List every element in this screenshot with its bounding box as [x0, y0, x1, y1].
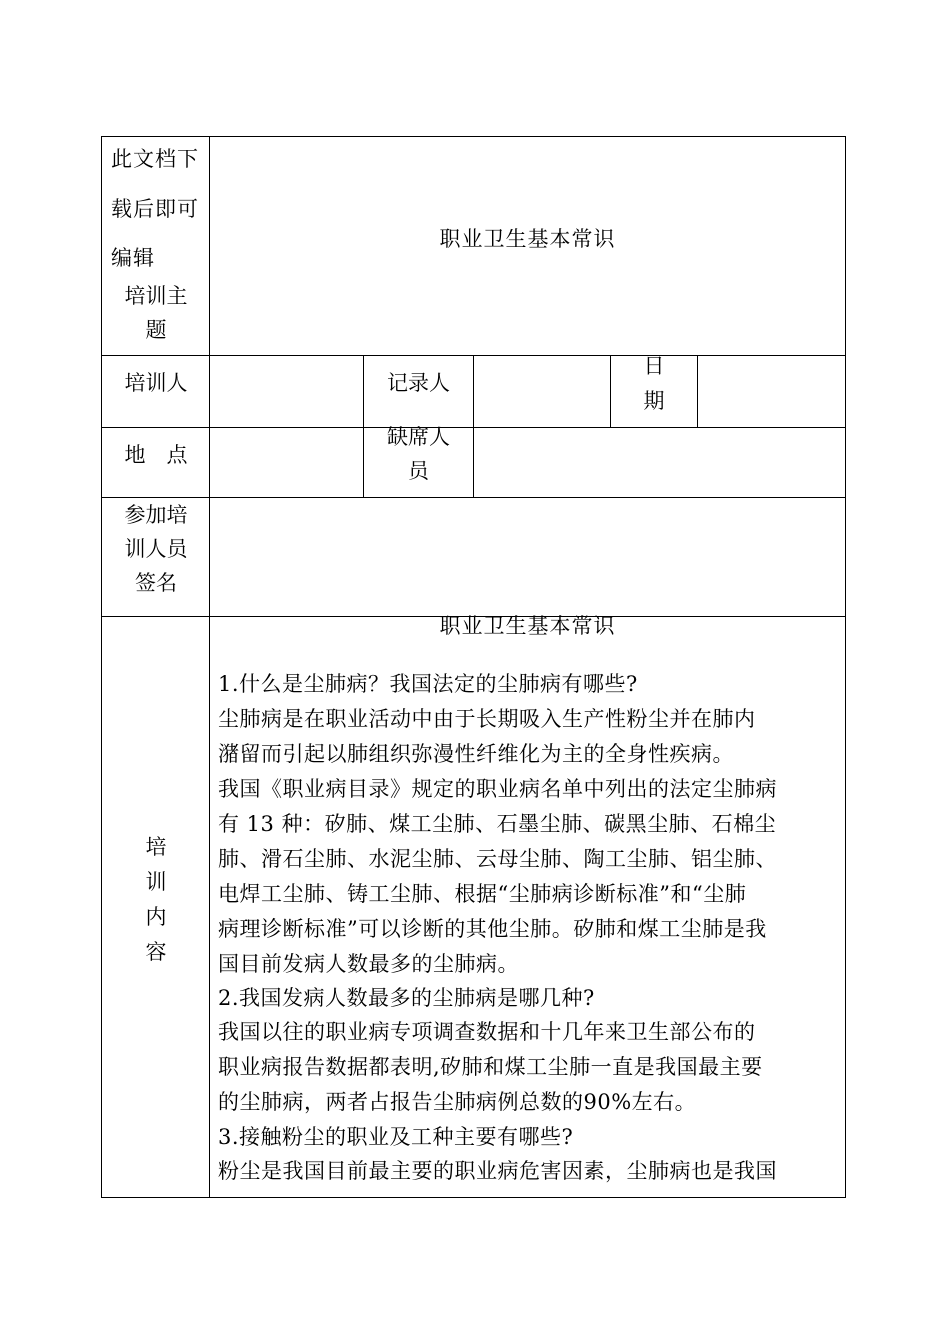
content-line-12: 职业病报告数据都表明,矽肺和煤工尘肺一直是我国最主要 — [218, 1055, 763, 1079]
watermark-line-3: 编辑 — [111, 246, 155, 270]
date-label-line-1: 日 — [643, 354, 665, 378]
content-title: 职业卫生基本常识 — [439, 614, 616, 638]
date-label-line-2: 期 — [643, 389, 665, 413]
watermark-line-1: 此文档下 — [111, 147, 199, 171]
signature-label-line-1: 参加培 — [124, 503, 188, 527]
topic-label-line-2: 题 — [145, 318, 167, 342]
signature-label-line-2: 训人员 — [124, 537, 188, 561]
trainer-label: 培训人 — [124, 371, 188, 395]
content-line-15: 粉尘是我国目前最主要的职业病危害因素，尘肺病也是我国 — [218, 1159, 777, 1183]
absent-label-line-1: 缺席人 — [387, 425, 450, 449]
table-rule-col-date-value — [697, 355, 698, 428]
table-border-bottom — [101, 1197, 846, 1198]
content-label-line-2: 训 — [145, 870, 167, 894]
content-line-7: 电焊工尘肺、铸工尘肺、根据“尘肺病诊断标准”和“尘肺 — [218, 882, 747, 906]
content-label-line-4: 容 — [145, 940, 167, 964]
content-line-8: 病理诊断标准”可以诊断的其他尘肺。矽肺和煤工尘肺是我 — [218, 917, 767, 941]
content-line-10: 2.我国发病人数最多的尘肺病是哪几种? — [218, 986, 595, 1010]
recorder-label: 记录人 — [387, 371, 450, 395]
table-rule-col-recorder-value — [473, 355, 474, 498]
content-line-4: 我国《职业病目录》规定的职业病名单中列出的法定尘肺病 — [218, 777, 777, 801]
content-line-14: 3.接触粉尘的职业及工种主要有哪些? — [218, 1125, 574, 1149]
content-label-line-3: 内 — [145, 905, 167, 929]
table-border-top — [101, 136, 846, 137]
content-line-1: 1.什么是尘肺病？我国法定的尘肺病有哪些? — [218, 672, 638, 696]
table-border-right — [845, 136, 846, 1198]
content-line-6: 肺、滑石尘肺、水泥尘肺、云母尘肺、陶工尘肺、铝尘肺、 — [218, 847, 777, 871]
topic-label-line-1: 培训主 — [124, 284, 188, 308]
watermark-line-2: 载后即可 — [111, 197, 199, 221]
content-line-13: 的尘肺病，两者占报告尘肺病例总数的90%左右。 — [218, 1090, 697, 1114]
content-line-2: 尘肺病是在职业活动中由于长期吸入生产性粉尘并在肺内 — [218, 707, 756, 731]
table-border-left — [101, 136, 102, 1198]
content-line-5: 有 13 种：矽肺、煤工尘肺、石墨尘肺、碳黑尘肺、石棉尘 — [218, 812, 777, 836]
content-label-line-1: 培 — [145, 835, 167, 859]
table-rule-label-col — [209, 136, 210, 1198]
content-line-11: 我国以往的职业病专项调查数据和十几年来卫生部公布的 — [218, 1020, 756, 1044]
location-label: 地 点 — [124, 443, 188, 467]
content-line-9: 国目前发病人数最多的尘肺病。 — [218, 952, 519, 976]
signature-label-line-3: 签名 — [135, 571, 177, 595]
content-line-3: 潴留而引起以肺组织弥漫性纤维化为主的全身性疾病。 — [218, 742, 734, 766]
absent-label-line-2: 员 — [408, 459, 429, 483]
topic-value: 职业卫生基本常识 — [439, 227, 616, 251]
